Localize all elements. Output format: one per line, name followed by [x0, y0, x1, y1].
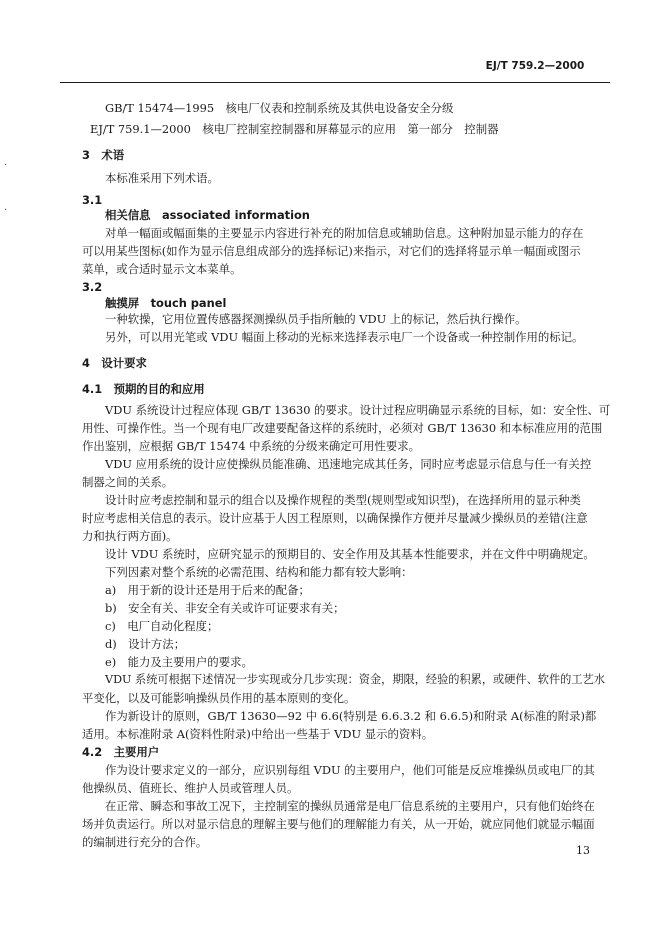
- paragraph-line: 力和执行两方面)。: [82, 529, 178, 543]
- list-item: c) 电厂自动化程度；: [105, 619, 219, 633]
- term-title: 相关信息 associated information: [105, 208, 310, 222]
- margin-mark: ·: [4, 205, 8, 216]
- paragraph-line: 时应考虑相关信息的表示。设计应基于人因工程原则，以确保操作方便并尽量减少操纵员的差错(注意: [82, 511, 588, 525]
- list-item: d) 设计方法；: [105, 637, 186, 651]
- list-item: b) 安全有关、非安全有关或许可证要求有关；: [105, 601, 345, 615]
- paragraph-line: 对单一幅面或幅面集的主要显示内容进行补充的附加信息或辅助信息。这种附加显示能力的存在: [105, 226, 584, 240]
- paragraph-line: 的编制进行充分的合作。: [82, 835, 208, 849]
- paragraph-line: 适用。本标准附录 A(资料性附录)中给出一些基于 VDU 显示的资料。: [82, 727, 434, 741]
- clause-number: 3.2: [82, 280, 103, 294]
- paragraph-line: 另外，可以用光笔或 VDU 幅面上移动的光标来选择表示电厂一个设备或一种控制作用的标记。: [105, 330, 584, 344]
- reference-line: EJ/T 759.1—2000 核电厂控制室控制器和屏幕显示的应用 第一部分 控制器: [90, 122, 499, 136]
- paragraph-line: 在正常、瞬态和事故工况下，主控制室的操纵员通常是电厂信息系统的主要用户，只有他们始终在: [105, 799, 595, 813]
- header-rule: [60, 82, 610, 83]
- section-heading: 3 术语: [82, 148, 125, 162]
- paragraph-line: 作为设计要求定义的一部分，应识别每组 VDU 的主要用户，他们可能是反应堆操纵员或电厂的其: [105, 763, 595, 777]
- paragraph-line: 作为新设计的原则，GB/T 13630—92 中 6.6(特别是 6.6.3.2 和 6.6.5)和附录 A(标准的附录)都: [105, 709, 597, 723]
- margin-mark: ·: [4, 160, 8, 171]
- subsection-heading: 4.1 预期的目的和应用: [82, 382, 205, 396]
- paragraph-line: 平变化，以及可能影响操纵员作用的基本原则的变化。: [82, 691, 356, 705]
- paragraph-line: 制器之间的关系。: [82, 475, 174, 489]
- reference-line: GB/T 15474—1995 核电厂仪表和控制系统及其供电设备安全分级: [105, 101, 454, 115]
- paragraph-line: 设计时应考虑控制和显示的组合以及操作规程的类型(规则型或知识型)，在选择所用的显示种类: [105, 493, 581, 507]
- paragraph-line: 他操纵员、值班长、维护人员或管理人员。: [82, 781, 299, 795]
- paragraph-line: 本标准采用下列术语。: [105, 171, 219, 185]
- paragraph-line: 作出鉴别，应根据 GB/T 15474 中系统的分级来确定可用性要求。: [82, 439, 420, 453]
- paragraph-line: 可以用某些图标(如作为显示信息组成部分的选择标记)来指示，对它们的选择将显示单一幅面或图示: [82, 244, 581, 258]
- list-item: a) 用于新的设计还是用于后来的配备；: [105, 583, 310, 597]
- section-heading: 4 设计要求: [82, 356, 147, 370]
- paragraph-line: 下列因素对整个系统的必需范围、结构和能力都有较大影响：: [105, 565, 413, 579]
- paragraph-line: 设计 VDU 系统时，应研究显示的预期目的、安全作用及其基本性能要求，并在文件中明确规定。: [105, 547, 595, 561]
- paragraph-line: 一种软操，它用位置传感器探测操纵员手指所触的 VDU 上的标记，然后执行操作。: [105, 312, 527, 326]
- clause-number: 3.1: [82, 193, 103, 207]
- paragraph-line: 菜单，或合适时显示文本菜单。: [82, 262, 242, 276]
- document-number-header: EJ/T 759.2—2000: [485, 60, 585, 72]
- subsection-heading: 4.2 主要用户: [82, 745, 160, 759]
- paragraph-line: VDU 应用系统的设计应使操纵员能准确、迅速地完成其任务，同时应考虑显示信息与任一有关控: [105, 457, 592, 471]
- list-item: e) 能力及主要用户的要求。: [105, 655, 253, 669]
- page-number: 13: [576, 844, 590, 857]
- term-title: 触摸屏 touch panel: [105, 296, 227, 310]
- paragraph-line: 用性、可操作性。当一个现有电厂改建要配备这样的系统时，必须对 GB/T 13630 和本标准应用的范围: [82, 421, 603, 435]
- paragraph-line: VDU 系统可根据下述情况一步实现或分几步实现：资金，期限，经验的积累，或硬件、软件的工艺水: [105, 673, 605, 686]
- paragraph-line: 场并负责运行。所以对显示信息的理解主要与他们的理解能力有关，从一开始，就应同他们就显示幅面: [82, 817, 595, 831]
- paragraph-line: VDU 系统设计过程应体现 GB/T 13630 的要求。设计过程应明确显示系统的目标，如：安全性、可: [105, 403, 611, 417]
